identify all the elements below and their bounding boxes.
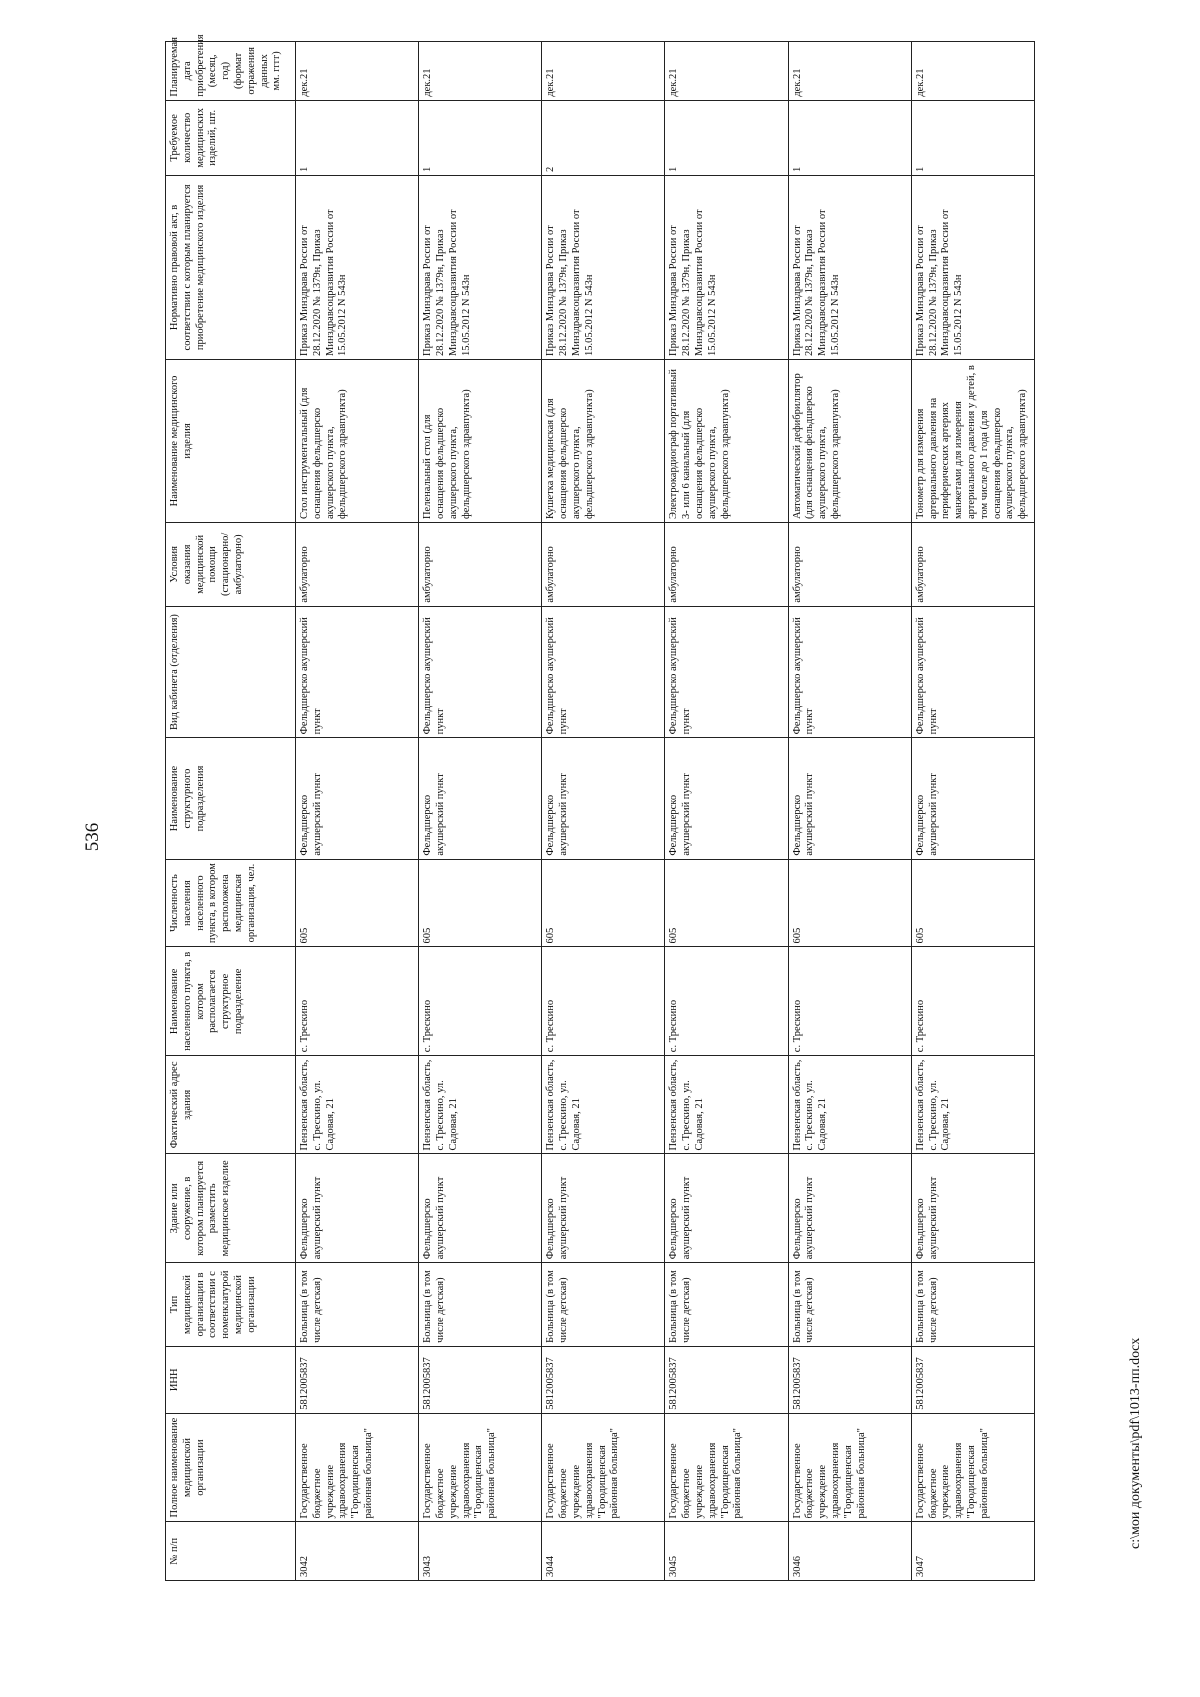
header-cell: Условия оказания медицинской помощи (стационарно/ амбулаторно) [166,523,296,607]
org-name: Государственное бюджетное учреждение здравоохранения "Городищенская районная больница" [788,1413,911,1522]
header-cell: Наименование населенного пункта, в котором располагается структурное подразделение [166,947,296,1056]
org-type: Больница (в том числе детская) [911,1263,1034,1347]
inn: 5812005837 [419,1346,542,1413]
population: 605 [665,859,788,947]
inn: 5812005837 [296,1346,419,1413]
legal-act: Приказ Минздрава России от 28.12.2020 № 1379н, Приказ Минздравсоцразвития России от 15.05.2012 N 543н [419,175,542,359]
locality: с. Трескино [911,947,1034,1056]
inn: 5812005837 [665,1346,788,1413]
org-name: Государственное бюджетное учреждение здравоохранения "Городищенская районная больница" [911,1413,1034,1522]
page-number: 536 [82,822,103,852]
equipment-table [165,34,1035,1581]
conditions: амбулаторно [911,523,1034,607]
population: 605 [419,859,542,947]
org-name: Государственное бюджетное учреждение здравоохранения "Городищенская районная больница" [419,1413,542,1522]
planned-date: дек.21 [296,42,419,101]
org-type: Больница (в том числе детская) [788,1263,911,1347]
unit: Фельдшерско акушерский пункт [911,738,1034,859]
table-header-row [166,42,296,1581]
row-number: 3047 [911,1522,1034,1581]
org-type: Больница (в том числе детская) [542,1263,665,1347]
inn: 5812005837 [911,1346,1034,1413]
address: Пензенская область, с. Трескино, ул. Садовая, 21 [911,1056,1034,1154]
device: Тонометр для измерения артериального давления на периферических артериях манжетами для измерения артериального давления у детей, в том числе до 1 года (для оснащения фельдшерско акушерского пункта, фельдшерского здравпункта) [911,359,1034,522]
table-row [542,42,665,1581]
unit: Фельдшерско акушерский пункт [788,738,911,859]
locality: с. Трескино [788,947,911,1056]
population: 605 [296,859,419,947]
table-row [788,42,911,1581]
cabinet: Фельдшерско акушерский пункт [419,606,542,738]
conditions: амбулаторно [296,523,419,607]
org-type: Больница (в том числе детская) [419,1263,542,1347]
legal-act: Приказ Минздрава России от 28.12.2020 № 1379н, Приказ Минздравсоцразвития России от 15.05.2012 N 543н [296,175,419,359]
table-row [911,42,1034,1581]
header-cell: Фактический адрес здания [166,1056,296,1154]
row-number: 3044 [542,1522,665,1581]
org-type: Больница (в том числе детская) [665,1263,788,1347]
building: Фельдшерско акушерский пункт [911,1154,1034,1263]
device: Стол инструментальный (для оснащения фельдшерско акушерского пункта, фельдшерского здравпункта) [296,359,419,522]
building: Фельдшерско акушерский пункт [665,1154,788,1263]
header-cell: Наименование медицинского изделия [166,359,296,522]
planned-date: дек.21 [788,42,911,101]
conditions: амбулаторно [419,523,542,607]
population: 605 [542,859,665,947]
conditions: амбулаторно [542,523,665,607]
legal-act: Приказ Минздрава России от 28.12.2020 № 1379н, Приказ Минздравсоцразвития России от 15.05.2012 N 543н [788,175,911,359]
header-cell: Наименование структурного подразделения [166,738,296,859]
row-number: 3042 [296,1522,419,1581]
quantity: 1 [788,100,911,175]
row-number: 3046 [788,1522,911,1581]
quantity: 1 [911,100,1034,175]
device: Автоматический дефибриллятор (для оснащения фельдшерско акушерского пункта, фельдшерского здравпункта) [788,359,911,522]
address: Пензенская область, с. Трескино, ул. Садовая, 21 [542,1056,665,1154]
legal-act: Приказ Минздрава России от 28.12.2020 № 1379н, Приказ Минздравсоцразвития России от 15.05.2012 N 543н [911,175,1034,359]
planned-date: дек.21 [665,42,788,101]
header-cell: Планируемая дата приобретения (месяц, год) (формат отражения данных мм. гггг) [166,42,296,101]
planned-date: дек.21 [419,42,542,101]
address: Пензенская область, с. Трескино, ул. Садовая, 21 [419,1056,542,1154]
quantity: 1 [296,100,419,175]
header-cell: ИНН [166,1346,296,1413]
org-name: Государственное бюджетное учреждение здравоохранения "Городищенская районная больница" [296,1413,419,1522]
conditions: амбулаторно [788,523,911,607]
legal-act: Приказ Минздрава России от 28.12.2020 № 1379н, Приказ Минздравсоцразвития России от 15.05.2012 N 543н [542,175,665,359]
address: Пензенская область, с. Трескино, ул. Садовая, 21 [788,1056,911,1154]
header-cell: Здание или сооружение, в котором планируется разместить медицинское изделие [166,1154,296,1263]
population: 605 [788,859,911,947]
cabinet: Фельдшерско акушерский пункт [911,606,1034,738]
device: Кушетка медицинская (для оснащения фельдшерско акушерского пункта, фельдшерского здравпункта) [542,359,665,522]
cabinet: Фельдшерско акушерский пункт [542,606,665,738]
unit: Фельдшерско акушерский пункт [296,738,419,859]
building: Фельдшерско акушерский пункт [788,1154,911,1263]
cabinet: Фельдшерско акушерский пункт [296,606,419,738]
planned-date: дек.21 [542,42,665,101]
org-name: Государственное бюджетное учреждение здравоохранения "Городищенская районная больница" [665,1413,788,1522]
locality: с. Трескино [419,947,542,1056]
device: Электрокардиограф портативный 3- или 6 канальный (для оснащения фельдшерско акушерского пункта, фельдшерского здравпункта) [665,359,788,522]
unit: Фельдшерско акушерский пункт [419,738,542,859]
unit: Фельдшерско акушерский пункт [665,738,788,859]
planned-date: дек.21 [911,42,1034,101]
header-cell: Тип медицинской организации в соответствии с номенклатурой медицинской организации [166,1263,296,1347]
conditions: амбулаторно [665,523,788,607]
header-cell: № п/п [166,1522,296,1581]
org-type: Больница (в том числе детская) [296,1263,419,1347]
header-cell: Численность населения населенного пункта, в котором расположена медицинская организация, чел. [166,859,296,947]
header-cell: Вид кабинета (отделения) [166,606,296,738]
cabinet: Фельдшерско акушерский пункт [788,606,911,738]
quantity: 1 [665,100,788,175]
org-name: Государственное бюджетное учреждение здравоохранения "Городищенская районная больница" [542,1413,665,1522]
locality: с. Трескино [665,947,788,1056]
address: Пензенская область, с. Трескино, ул. Садовая, 21 [665,1056,788,1154]
device: Пеленальный стол (для оснащения фельдшерско акушерского пункта, фельдшерского здравпункта) [419,359,542,522]
row-number: 3045 [665,1522,788,1581]
inn: 5812005837 [788,1346,911,1413]
inn: 5812005837 [542,1346,665,1413]
table-row [665,42,788,1581]
header-cell: Нормативно правовой акт, в соответствии с которым планируется приобретение медицинского изделия [166,175,296,359]
cabinet: Фельдшерско акушерский пункт [665,606,788,738]
quantity: 2 [542,100,665,175]
population: 605 [911,859,1034,947]
unit: Фельдшерско акушерский пункт [542,738,665,859]
locality: с. Трескино [296,947,419,1056]
quantity: 1 [419,100,542,175]
table-row [419,42,542,1581]
legal-act: Приказ Минздрава России от 28.12.2020 № 1379н, Приказ Минздравсоцразвития России от 15.05.2012 N 543н [665,175,788,359]
building: Фельдшерско акушерский пункт [419,1154,542,1263]
locality: с. Трескино [542,947,665,1056]
building: Фельдшерско акушерский пункт [296,1154,419,1263]
table-row [296,42,419,1581]
address: Пензенская область, с. Трескино, ул. Садовая, 21 [296,1056,419,1154]
row-number: 3043 [419,1522,542,1581]
header-cell: Полное наименование медицинской организации [166,1413,296,1522]
footer-file-path: c:\мои документы\pdf\1013-пп.docx [1128,1337,1143,1549]
header-cell: Требуемое количество медицинских изделий, шт. [166,100,296,175]
building: Фельдшерско акушерский пункт [542,1154,665,1263]
